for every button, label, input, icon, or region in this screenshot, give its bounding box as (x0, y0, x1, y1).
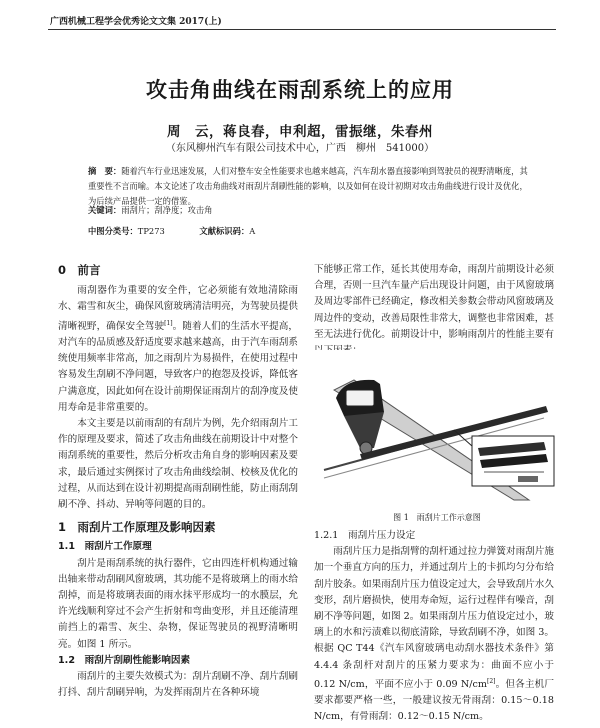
keywords (88, 204, 212, 216)
section-1-2-heading: 1.2 雨刮片刮刷性能影响因素 (58, 654, 191, 666)
paper-affiliation: （东风柳州汽车有限公司技术中心，广西 柳州 541000） (165, 143, 435, 154)
abstract-text: 随着汽车行业迅速发展，人们对整车安全性能要求也越来越高，汽车刮水器直接影响到驾驶员的视野清晰度，其重要性不言而喻。本文论述了攻击角曲线对雨刮片刮刷性能的影响，以及如何在设计初期对攻击角曲线进行设计及优化，为后续产品提供一定的借鉴。 (88, 166, 528, 206)
paper-title: 攻击角曲线在雨刮系统上的应用 (146, 77, 454, 102)
classification (88, 225, 255, 237)
paper-authors: 周 云，蒋良春，申利超，雷振继，朱春州 (167, 124, 433, 140)
intro-paragraph-2: 本文主要是以前雨刮的有刮片为例，先介绍雨刮片工作的原理及要求，简述了攻击角曲线在前期设计中对整个雨刮系统的重要性，然后分析攻击角自身的影响因素及要求，最后通过实例探讨了攻击角曲线绘制、校核及优化的过程，从而达到在设计初期提高雨刮刷性能，防止雨刮刮刷不净、抖动、异响等问题的目的。 (58, 418, 298, 511)
section-1-1-heading: 1.1 雨刮片工作原理 (58, 541, 152, 553)
section-1-2-1-paragraph: 雨刮片压力是指刮臂的刮杆通过拉力弹簧对雨刮片施加一个垂直方向的压力，并通过刮片上的卡抓均匀分布给刮片胶条。如果雨刮片压力值设定过大，会导致刮片水久变形，刮片磨损快，使用寿命短，运行过程伴有噪音，刮刷不净等问题，如图 2。如果雨刮片压力值设定过小，玻璃上的水和污渍难以彻底清除，导致刮刷不净，如图 3。根据 QC T44《汽车风窗玻璃电动刮水器技术条件》第 4.4.4 条刮杆对刮片的压紧力要求为：曲面不应小于 0.12 N/cm，平面不应小于 0.09 N/cm[2]。但各主机厂要求都要严格一些，一般建议按无骨雨刮：0.15～0.18 N/cm，有骨雨刮：0.12～0.15 N/cm。 (314, 546, 555, 723)
right-column-bottom (314, 528, 554, 726)
doc-code-label: 文献标识码： (199, 226, 250, 236)
abstract-label: 摘 要： (88, 166, 122, 176)
section-1-2-1-heading: 1.2.1 雨刮片压力设定 (314, 530, 416, 541)
doc-code-value: A (249, 226, 256, 236)
running-head: 广西机械工程学会优秀论文文集 2017(上) (50, 17, 222, 27)
clc-value: TP273 (137, 226, 165, 236)
right-paragraph-1: 下能够正常工作，延长其使用寿命，雨刮片前期设计必须合理，否则一旦汽车量产后出现设计问题，由于风窗玻璃及周边零部件已经确定，修改相关参数会带动风窗玻璃及周边件的变动，改善局限性非常大，调整也非常困难，甚至无法进行优化。前期设计中，影响雨刮片的性能主要有 (314, 264, 554, 340)
right-column-top (314, 262, 554, 359)
figure-1-caption: 图 1 雨刮片工作示意图 (393, 513, 481, 522)
section-1-2-paragraph: 雨刮片的主要失效模式为：刮片刮刷不净、刮片刮刷打抖、刮片刮刷异响，为发挥雨刮片在各种环境 (58, 671, 298, 699)
intro-paragraph-1: 雨刮器作为重要的安全件，它必须能有效地清除雨水、霜雪和灰尘，确保风窗玻璃清洁明亮，为驾驶员提供清晰视野，确保安全驾驶[1]。随着人们的生活水平提高，对汽车的品质感及舒适度要求越来越高，由于汽车雨刮系统使用频率非常高，加之雨刮片为易损件，在使用过程中容易发生刮刷不净问题，导致客户的抱怨及投诉，降低客户满意度，因此如何在设计前期保证雨刮片的刮净度及使用寿命是非常重要的。 (58, 285, 299, 413)
keywords-label: 关键词： (88, 205, 122, 215)
section-1-heading: 1 雨刮片工作原理及影响因素 (58, 520, 216, 535)
section-1-1-paragraph: 刮片是雨刮系统的执行器件，它由四连杆机构通过输出轴来带动刮刷风窗玻璃，其功能不是将玻璃上的雨水给刮掉，而是将玻璃表面的雨水抹平形成均一的水膜层，允许光线顺利穿过不会产生折射和弯曲变形，并且还能清理前挡上的霜雪、灰尘、杂物，保证驾驶员的视野清晰明亮。如图 1 所示。 (58, 557, 298, 650)
abstract (88, 164, 528, 209)
header-rule (48, 29, 556, 30)
ref-1: [1] (164, 319, 173, 327)
clc-label: 中图分类号： (88, 226, 138, 236)
keywords-text: 雨刮片；刮净度；攻击角 (121, 205, 213, 215)
wiper-illustration (314, 350, 560, 510)
ref-2: [2] (486, 677, 496, 685)
section-intro-heading: 0 前言 (58, 263, 101, 277)
left-column (58, 262, 298, 701)
figure-1 (314, 350, 560, 510)
